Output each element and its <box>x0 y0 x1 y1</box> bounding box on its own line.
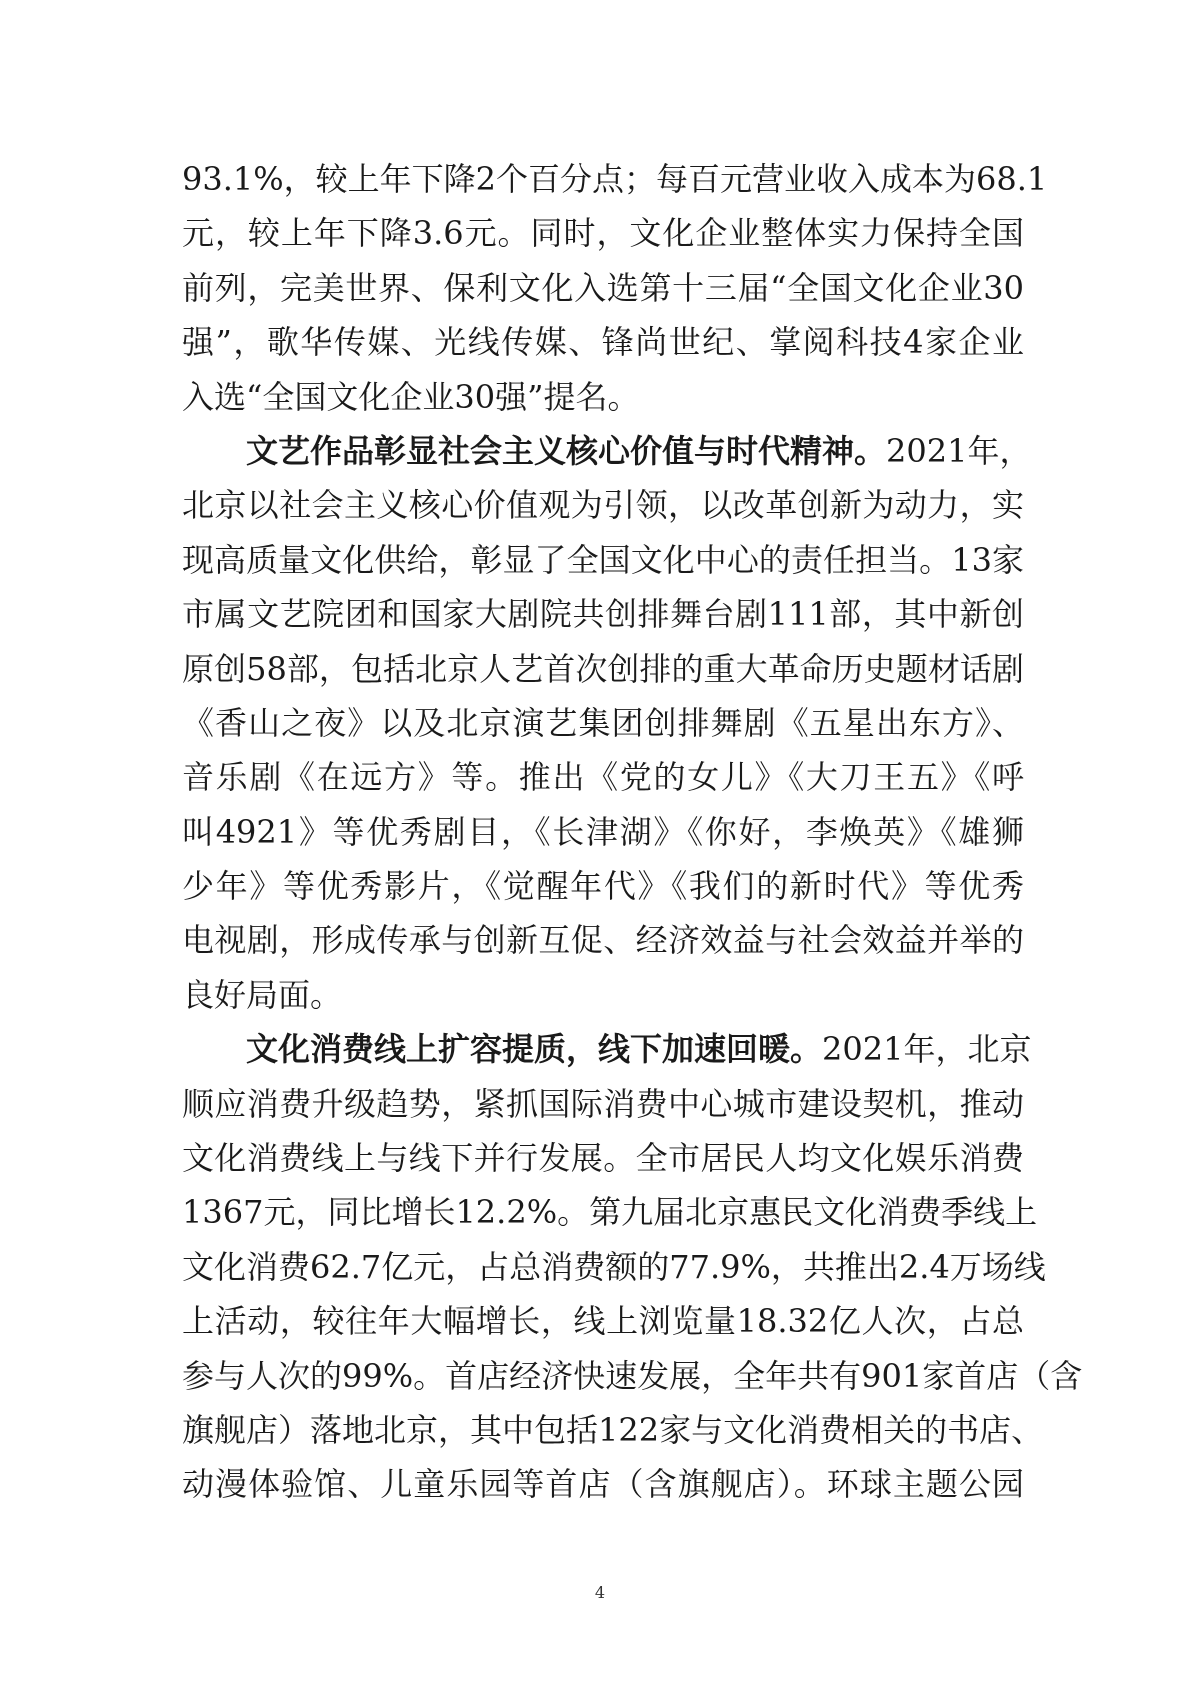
paragraph <box>182 424 1032 1022</box>
body-text <box>182 152 1083 1512</box>
text-line: 少年》等优秀影片，《觉醒年代》《我们的新时代》等优秀 <box>182 867 1024 906</box>
text-line: 《香山之夜》以及北京演艺集团创排舞剧《五星出东方》、 <box>182 703 1024 742</box>
text-line: 文化消费62.7亿元，占总消费额的77.9%，共推出2.4万场线 <box>182 1247 1046 1286</box>
text-run: 2021年， <box>886 431 1032 470</box>
text-line: 强”，歌华传媒、光线传媒、锋尚世纪、掌阅科技4家企业 <box>182 323 1024 362</box>
text-line: 电视剧，形成传承与创新互促、经济效益与社会效益并举的 <box>182 921 1024 960</box>
text-line: 叫4921》等优秀剧目，《长津湖》《你好，李焕英》《雄狮 <box>182 812 1024 851</box>
text-line: 原创58部，包括北京人艺首次创排的重大革命历史题材话剧 <box>182 649 1024 688</box>
text-line: 市属文艺院团和国家大剧院共创排舞台剧111部，其中新创 <box>182 595 1024 634</box>
text-line <box>182 1022 1032 1076</box>
text-line: 参与人次的99%。首店经济快速发展，全年共有901家首店（含 <box>182 1356 1083 1395</box>
text-line: 文化消费线上与线下并行发展。全市居民人均文化娱乐消费 <box>182 1139 1024 1178</box>
text-line: 现高质量文化供给，彰显了全国文化中心的责任担当。13家 <box>182 540 1024 579</box>
paragraph <box>182 1022 1083 1512</box>
text-line: 上活动，较往年大幅增长，线上浏览量18.32亿人次，占总 <box>182 1302 1024 1341</box>
paragraph <box>182 152 1048 424</box>
text-line: 93.1%，较上年下降2个百分点；每百元营业收入成本为68.1 <box>182 160 1048 198</box>
paragraph-lead-heading: 文化消费线上扩容提质，线下加速回暖。 <box>246 1030 823 1069</box>
text-line: 顺应消费升级趋势，紧抓国际消费中心城市建设契机，推动 <box>182 1084 1024 1123</box>
text-line: 旗舰店）落地北京，其中包括122家与文化消费相关的书店、 <box>182 1410 1044 1449</box>
text-line: 动漫体验馆、儿童乐园等首店（含旗舰店）。环球主题公园 <box>182 1465 1024 1504</box>
text-line: 音乐剧《在远方》等。推出《党的女儿》《大刀王五》《呼 <box>182 758 1024 797</box>
text-line: 北京以社会主义核心价值观为引领，以改革创新为动力，实 <box>182 486 1024 525</box>
page-number: 4 <box>594 1583 606 1602</box>
text-line <box>182 424 1032 478</box>
text-line: 入选“全国文化企业30强”提名。 <box>182 377 640 416</box>
text-line: 前列，完美世界、保利文化入选第十三届“全国文化企业30 <box>182 268 1024 307</box>
text-line: 1367元，同比增长12.2%。第九届北京惠民文化消费季线上 <box>182 1193 1038 1232</box>
text-line: 良好局面。 <box>182 975 343 1014</box>
paragraph-lead-heading: 文艺作品彰显社会主义核心价值与时代精神。 <box>246 431 887 470</box>
text-run: 2021年，北京 <box>822 1030 1032 1069</box>
text-line: 元，较上年下降3.6元。同时，文化企业整体实力保持全国 <box>182 214 1024 253</box>
